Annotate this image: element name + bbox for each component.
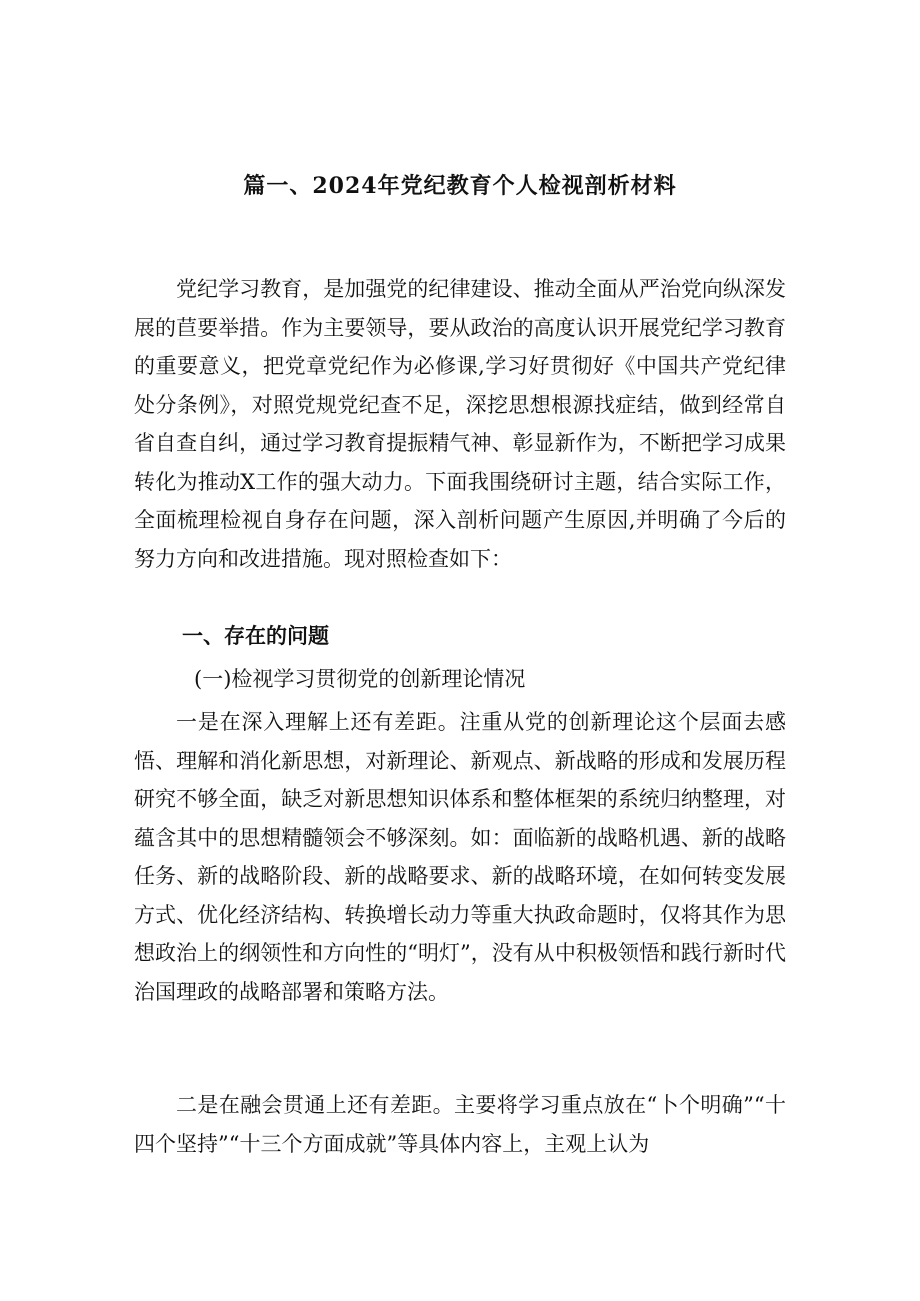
document-title: 篇一、2024年党纪教育个人检视剖析材料 xyxy=(243,173,677,199)
subsection-heading: (一)检视学习贯彻党的创新理论情况 xyxy=(194,667,526,691)
point-two-paragraph: 二是在融会贯通上还有差距。主要将学习重点放在“卜个明确”“十四个坚持”“十三个方面成就”等具体内容上，主观上认为 xyxy=(134,1093,786,1156)
point-one-paragraph: 一是在深入理解上还有差距。注重从党的创新理论这个层面去感悟、理解和消化新思想，对新理论、新观点、新战略的形成和发展历程研究不够全面，缺乏对新思想知识体系和整体框架的系统归纳整理，对蕴含其中的思想精髓领会不够深刻。如：面临新的战略机遇、新的战略任务、新的战略阶段、新的战略要求、新的战略环境，在如何转变发展方式、优化经济结构、转换增长动力等重大执政命题时，仅将其作为思想政治上的纲领性和方向性的“明灯”，没有从中积极领悟和践行新时代治国理政的战略部署和策略方法。 xyxy=(134,710,786,1004)
intro-paragraph: 党纪学习教育，是加强党的纪律建设、推动全面从严治党向纵深发展的苣要举措。作为主要领导，要从政治的高度认识开展党纪学习教育的重要意义，把党章党纪作为必修课,学习好贯彻好《中国共产党纪律处分条例》，对照党规党纪查不足，深挖思想根源找症结，做到经常自省自查自纠，通过学习教育提振精气神、彰显新作为，不断把学习成果转化为推动X工作的强大动力。下面我围绕研讨主题，结合实际工作，全面梳理检视自身存在问题，深入剖析问题产生原因,并明确了今后的努力方向和改进措施。现对照检查如下： xyxy=(134,277,786,571)
section-heading: 一、存在的问题 xyxy=(182,623,329,648)
